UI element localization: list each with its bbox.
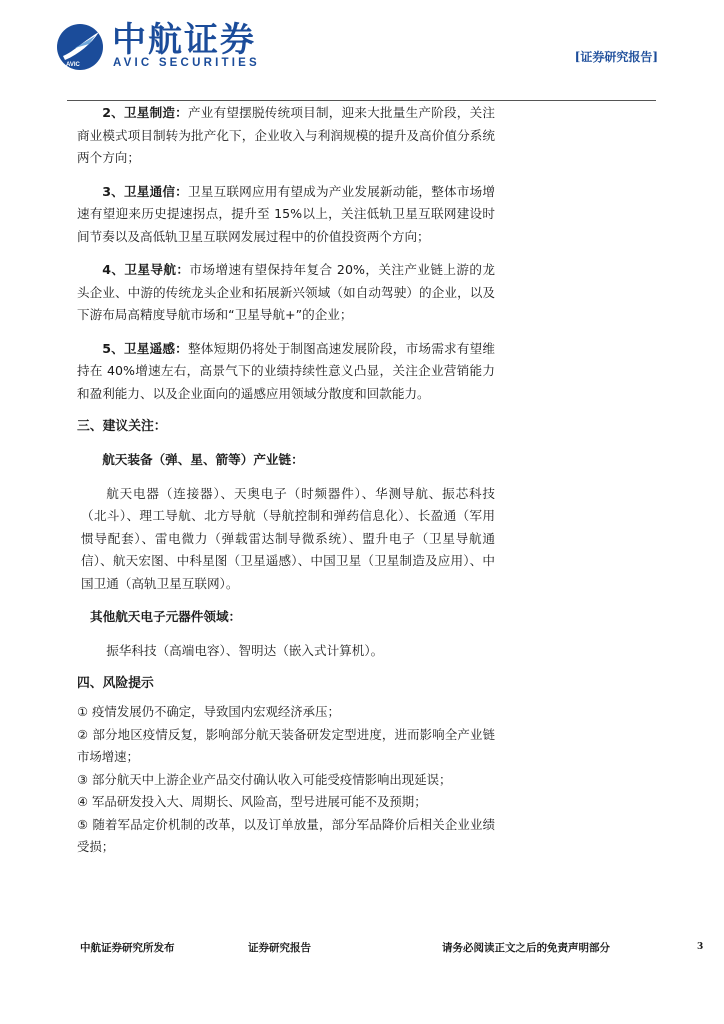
footer-disclaimer: 请务必阅读正文之后的免责声明部分 [442, 942, 610, 954]
company-list-aerospace-chain: 航天电器（连接器）、天奥电子（时频器件）、华测导航、振芯科技（北斗）、理工导航、北方导航（导航控制和弹药信息化）、长盈通（军用惯导配套）、雷电微力（弹载雷达制导微系统）、盟升电子（卫星导航通信）、航天宏图、中科星图（卫星遥感）、中国卫星（卫星制造及应用）、中国卫通（高轨卫星互联网）。 [81, 485, 495, 591]
paragraph-satellite-manufacturing [77, 102, 495, 170]
paragraph-lead: 2、卫星制造： [102, 105, 188, 120]
paragraph-lead: 3、卫星通信： [102, 183, 188, 199]
risk-item: ⑤ 随着军品定价机制的改革，以及订单放量，部分军品降价后相关企业业绩受损； [77, 816, 495, 854]
paragraph-lead: 5、卫星遥感： [102, 340, 188, 356]
section-heading-recommendations: 三、建议关注： [77, 419, 167, 434]
subheading-electronic-components: 其他航天电子元器件领域： [90, 609, 242, 624]
page-footer [0, 938, 724, 958]
risk-item: ③ 部分航天中上游企业产品交付确认收入可能受疫情影响出现延误； [77, 771, 452, 787]
risk-item: ④ 军品研发投入大、周期长、风险高，型号进展可能不及预期； [77, 794, 427, 809]
paragraph-text: 卫星互联网应用有望成为产业发展新动能，整体市场增速有望迎来历史提速拐点，提升至 15%以上，关注低轨卫星互联网建设时间节奏以及高低轨卫星互联网发展过程中的价值投资两个方向； [77, 183, 495, 244]
paragraph-satellite-communication [77, 181, 495, 249]
footer-report-type: 证券研究报告 [248, 942, 311, 954]
report-type-tag: [证券研究报告] [574, 50, 658, 64]
paragraph-text: 整体短期仍将处于制图高速发展阶段，市场需求有望维持在 40%增速左右，高景气下的业绩持续性意义凸显，关注企业营销能力和盈利能力、以及企业面向的遥感应用领域分散度和回款能力。 [77, 340, 495, 401]
paragraph-lead: 4、卫星导航： [102, 262, 190, 277]
company-list-electronic-components: 振华科技（高端电容）、智明达（嵌入式计算机）。 [106, 642, 384, 658]
main-content [77, 102, 495, 859]
paragraph-text: 产业有望摆脱传统项目制，迎来大批量生产阶段，关注商业模式项目制转为批产化下，企业收入与利润规模的提升及高价值分系统两个方向； [77, 105, 495, 165]
logo-english: AVIC SECURITIES [113, 57, 260, 69]
logo-chinese: 中航证券 [112, 20, 256, 60]
risk-item: ② 部分地区疫情反复，影响部分航天装备研发定型进度，进而影响全产业链市场增速； [77, 726, 495, 764]
section-heading-risk-warning: 四、风险提示 [77, 676, 154, 691]
header-divider [67, 100, 656, 101]
footer-publisher: 中航证券研究所发布 [80, 942, 175, 954]
paragraph-text: 市场增速有望保持年复合 20%，关注产业链上游的龙头企业、中游的传统龙头企业和拓展新兴领域（如自动驾驶）的企业，以及下游布局高精度导航市场和“卫星导航+”的企业； [77, 262, 496, 322]
logo-icon-text: AVIC [66, 62, 80, 68]
page-header [0, 0, 724, 100]
page-number: 3 [697, 942, 704, 952]
subheading-aerospace-chain: 航天装备（弹、星、箭等）产业链： [102, 452, 304, 467]
avic-logo-icon [55, 22, 105, 72]
risk-item: ① 疫情发展仍不确定，导致国内宏观经济承压； [77, 704, 340, 719]
paragraph-satellite-navigation [77, 259, 495, 327]
paragraph-satellite-remote-sensing [77, 338, 495, 406]
